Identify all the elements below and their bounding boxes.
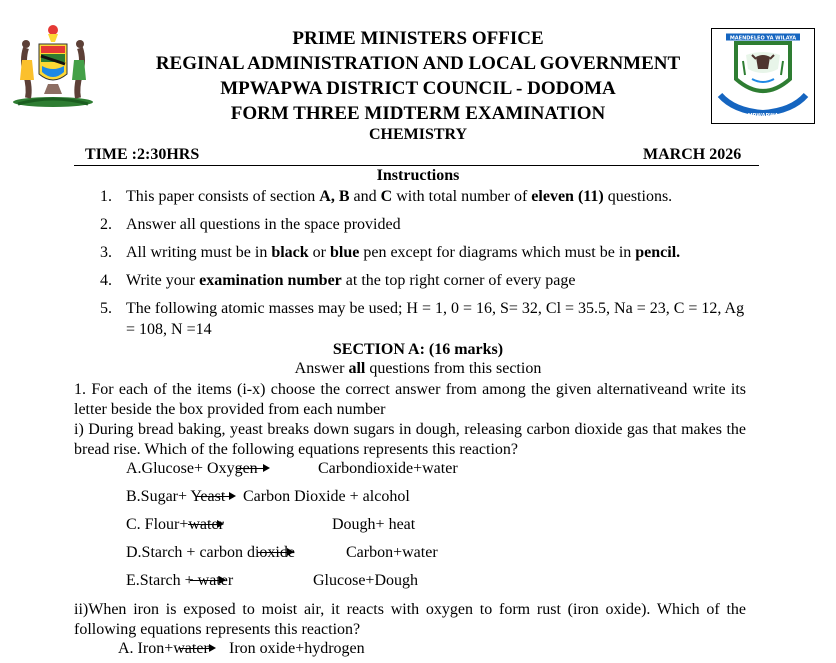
instruction-number: 4. [100, 272, 112, 289]
header-line-3: MPWAPWA DISTRICT COUNCIL - DODOMA [220, 78, 616, 99]
header-rule [74, 165, 759, 166]
question-ii-text: ii)When iron is exposed to moist air, it reacts with oxygen to form rust (iron oxide). Which of the following equations represents this reaction? [74, 601, 746, 638]
section-a-title: SECTION A: (16 marks) [332, 341, 504, 358]
emblem-banner-text: MAENDELEO YA WILAYA [729, 35, 797, 42]
header-line-2: REGINAL ADMINISTRATION AND LOCAL GOVERNMENT [155, 53, 681, 74]
section-a-subtitle: Answer all questions from this section [294, 360, 542, 377]
reaction-arrow-icon [188, 524, 222, 525]
emblem-bottom-text: MPWAPWA [747, 113, 779, 119]
header-line-1: PRIME MINISTERS OFFICE [292, 28, 544, 49]
instruction-text: Write your examination number at the top right corner of every page [126, 272, 576, 289]
instruction-number: 5. [100, 300, 112, 317]
instruction-text: This paper consists of section A, B and C with total number of eleven (11) questions. [126, 188, 673, 205]
instruction-text: Answer all questions in the space provided [126, 216, 401, 233]
header-line-4: FORM THREE MIDTERM EXAMINATION [230, 103, 606, 124]
instruction-number: 2. [100, 216, 112, 233]
instruction-text: All writing must be in black or blue pen except for diagrams which must be in pencil. [126, 244, 681, 261]
reaction-arrow-icon [180, 648, 214, 649]
question-i-text: i) During bread baking, yeast breaks down sugars in dough, releasing carbon dioxide gas that makes the bread rise. Which of the following equations represents this reaction? [74, 421, 746, 458]
instruction-text: The following atomic masses may be used; H = 1, 0 = 16, S= 32, Cl = 35.5, Na = 23, C = 12, Ag = 108, N =14 [126, 300, 745, 338]
strike-line [196, 496, 234, 497]
reaction-arrow-icon [190, 580, 224, 581]
option-a-rhs: Carbondioxide+water [318, 460, 458, 477]
exam-date: MARCH 2026 [643, 146, 742, 163]
subject-title: CHEMISTRY [368, 126, 468, 143]
option-e-rhs: Glucose+Dough [313, 572, 419, 589]
option-c-rhs: Dough+ heat [332, 516, 416, 533]
option-a-lhs: A.Glucose+ Oxygen [126, 460, 258, 477]
reaction-arrow-icon [258, 552, 292, 553]
option-ii-a-rhs: Iron oxide+hydrogen [229, 640, 365, 657]
option-b-lhs: B.Sugar+ Yeast [126, 488, 226, 505]
option-c-lhs: C. Flour+water [126, 516, 224, 533]
reaction-arrow-icon [236, 468, 268, 469]
instructions-title: Instructions [376, 167, 460, 184]
option-e-lhs: E.Starch + water [126, 572, 234, 589]
option-d-lhs: D.Starch + carbon dioxide [126, 544, 295, 561]
exam-time: TIME :2:30HRS [85, 146, 200, 163]
option-ii-a-lhs: A. Iron+water [118, 640, 209, 657]
instruction-number: 1. [100, 188, 112, 205]
instruction-number: 3. [100, 244, 112, 261]
option-d-rhs: Carbon+water [346, 544, 438, 561]
option-b-rhs: Carbon Dioxide + alcohol [243, 488, 410, 505]
question-1-text: 1. For each of the items (i-x) choose the correct answer from among the given alternativeand write its letter beside the box provided from each number [74, 381, 746, 418]
